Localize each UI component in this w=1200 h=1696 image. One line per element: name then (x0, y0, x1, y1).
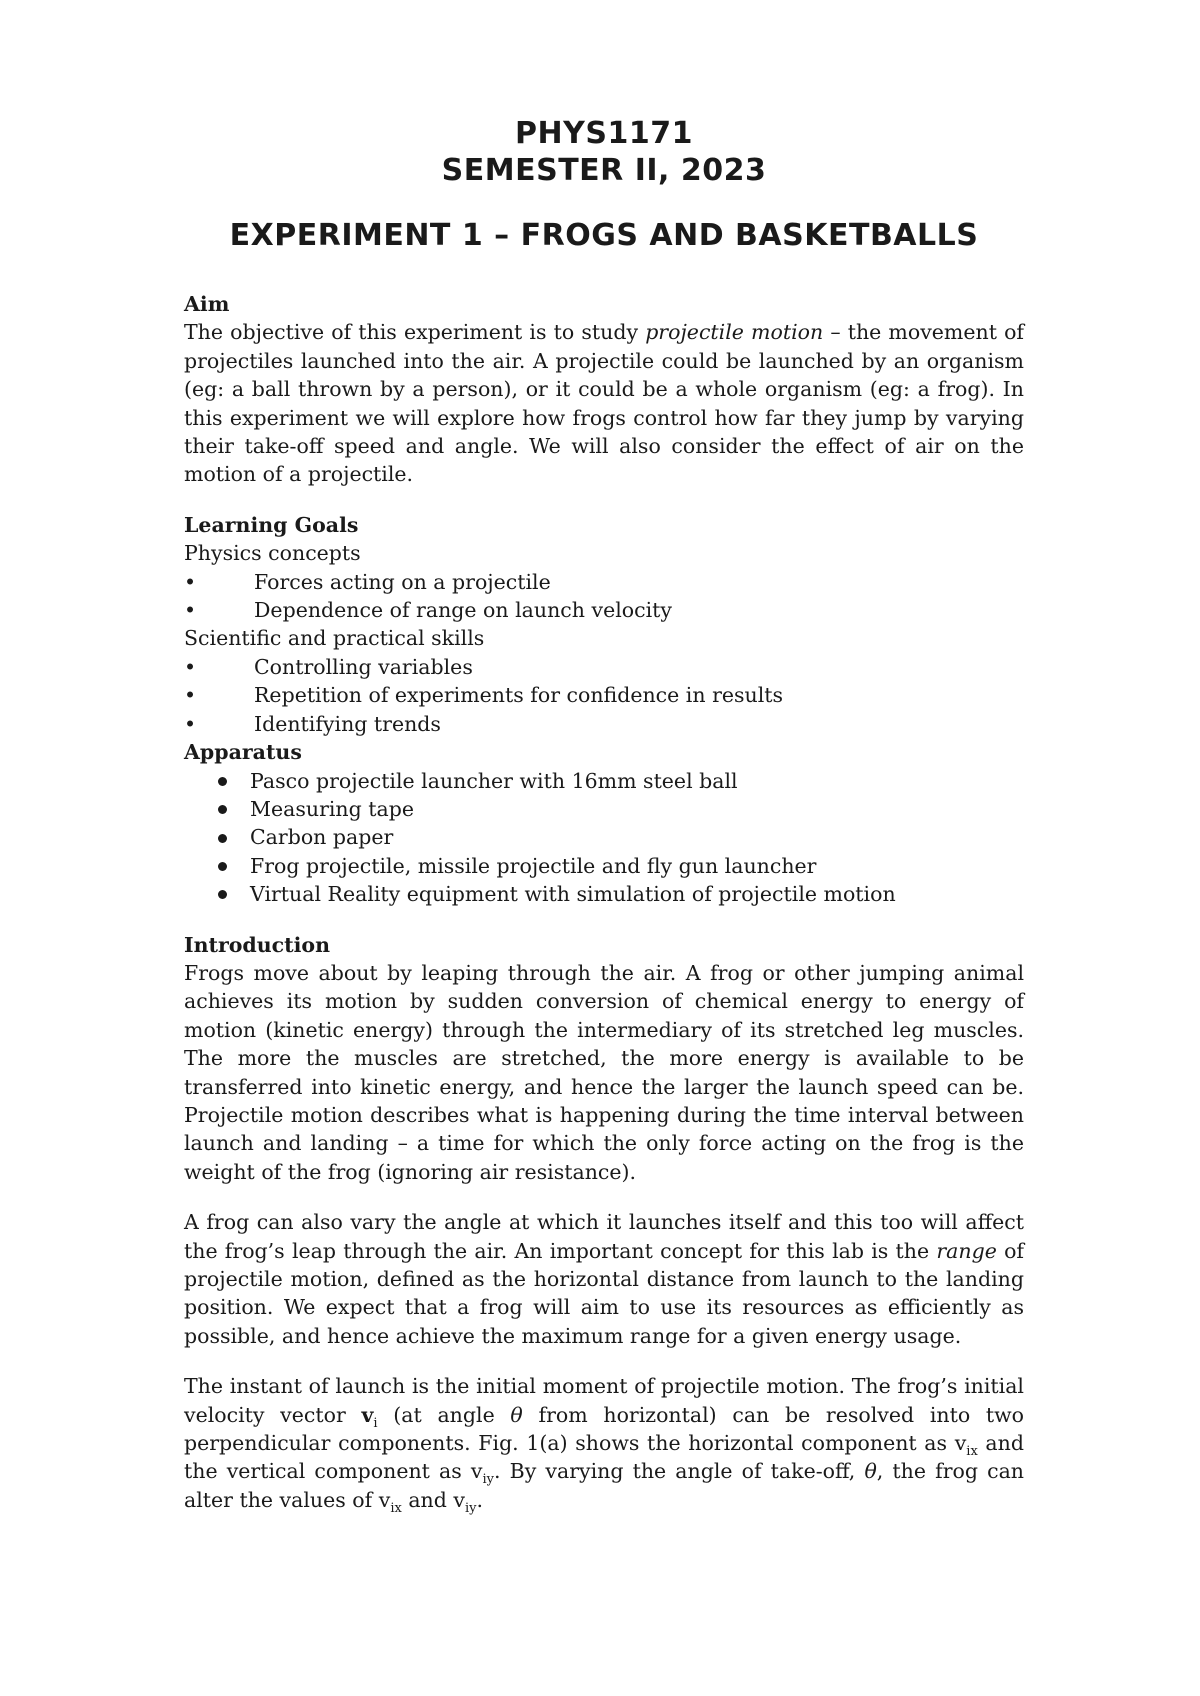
velocity-vector-subscript: i (373, 1415, 378, 1431)
bullet-dot-icon (184, 795, 250, 823)
course-code: PHYS1171 (515, 116, 693, 151)
list-item (184, 795, 1024, 823)
introduction-heading: Introduction (184, 932, 330, 957)
list-item (184, 767, 1024, 795)
para-3-text-g: and v (401, 1487, 465, 1512)
introduction-paragraph-3 (184, 1372, 1024, 1514)
para-2-text-b: of projectile motion, defined as the horizontal distance from launch to the landing position. We expect that a frog will aim to use its resources as efficiently as possible, and hence achieve the maximum range for a given energy usage. (184, 1238, 1024, 1348)
para-3-text-d: and the vertical component as v (184, 1431, 1024, 1484)
list-item (184, 568, 1024, 596)
list-item-text: Carbon paper (250, 825, 394, 850)
list-item-text: Frog projectile, missile projectile and fly gun launcher (250, 853, 817, 878)
aim-text-2: – the movement of projectiles launched into the air. A projectile could be launched by an organism (eg: a ball thrown by a person), or it could be a whole organism (eg: a frog). In this experiment we will explore how frogs control how far they jump by varying their take-off speed and angle. We will also consider the effect of air on the motion of a projectile. (184, 320, 1025, 487)
bullet-dot-icon (184, 824, 250, 852)
skills-label: Scientific and practical skills (184, 626, 485, 651)
subscript-iy: iy (464, 1500, 477, 1516)
para-3-text-f: , the frog can alter the values of v (184, 1459, 1025, 1512)
list-item-text: Pasco projectile launcher with 16mm steel ball (250, 768, 738, 793)
list-item (184, 880, 1024, 908)
skills-list (184, 653, 1024, 738)
aim-heading: Aim (184, 292, 230, 316)
document-body (184, 290, 1024, 1514)
bullet-mark: • (184, 683, 197, 708)
learning-goals-heading: Learning Goals (184, 512, 359, 537)
bullet-dot-icon (184, 880, 250, 908)
para-2-italic: range (936, 1238, 997, 1263)
spacer (184, 909, 1024, 931)
theta-symbol: θ (864, 1459, 877, 1484)
spacer (184, 489, 1024, 511)
experiment-title: EXPERIMENT 1 – FROGS AND BASKETBALLS (229, 218, 979, 253)
spacer (184, 1186, 1024, 1208)
apparatus-list (184, 767, 1024, 909)
list-item (184, 852, 1024, 880)
list-item (184, 681, 1024, 709)
bullet-dot-icon (184, 767, 250, 795)
aim-text-italic: projectile motion (645, 320, 824, 345)
list-item-text: Measuring tape (250, 796, 414, 821)
para-3-text-c: from horizontal) can be resolved into two perpendicular components. Fig. 1(a) shows the horizontal component as v (184, 1402, 1025, 1456)
introduction-paragraph-2 (184, 1208, 1024, 1350)
subscript-ix: ix (966, 1444, 978, 1460)
subscript-ix: ix (390, 1500, 402, 1516)
para-2-text-a: A frog can also vary the angle at which it launches itself and this too will affect the frog’s leap through the air. An important concept for this lab is the (184, 1210, 1024, 1263)
list-item-text: Forces acting on a projectile (254, 569, 551, 594)
para-3-text-e: . By varying the angle of take-off, (493, 1459, 865, 1484)
velocity-vector-symbol: v (361, 1402, 374, 1427)
para-3-text-h: . (476, 1487, 484, 1512)
list-item (184, 653, 1024, 681)
list-item (184, 823, 1024, 851)
list-item-text: Repetition of experiments for confidence in results (254, 683, 784, 708)
list-item-text: Dependence of range on launch velocity (254, 598, 672, 623)
introduction-paragraph-1: Frogs move about by leaping through the air. A frog or other jumping animal achieves its motion by sudden conversion of chemical energy to energy of motion (kinetic energy) through the intermediary of its stretched leg muscles. The more the muscles are stretched, the more energy is available to be transferred into kinetic energy, and hence the larger the launch speed can be. Projectile motion describes what is happening during the time interval between launch and landing – a time for which the only force acting on the frog is the weight of the frog (ignoring air resistance). (184, 960, 1024, 1184)
aim-text-1: The objective of this experiment is to study (184, 320, 646, 345)
semester-label: SEMESTER II, 2023 (441, 153, 767, 188)
physics-concepts-label: Physics concepts (184, 541, 361, 566)
para-3-text-a: The instant of launch is the initial moment of projectile motion. The frog’s initial velocity vector (184, 1374, 1024, 1427)
list-item (184, 596, 1024, 624)
aim-paragraph (184, 318, 1024, 488)
para-3-text-b: (at angle (377, 1402, 511, 1427)
subscript-iy: iy (482, 1472, 494, 1488)
list-item (184, 710, 1024, 738)
bullet-mark: • (184, 598, 197, 623)
list-item-text: Identifying trends (254, 711, 441, 736)
theta-symbol: θ (510, 1402, 523, 1427)
apparatus-heading: Apparatus (184, 740, 302, 765)
physics-concepts-list (184, 568, 1024, 625)
bullet-mark: • (184, 569, 197, 594)
spacer (184, 1350, 1024, 1372)
bullet-mark: • (184, 654, 197, 679)
bullet-mark: • (184, 711, 197, 736)
bullet-dot-icon (184, 852, 250, 880)
list-item-text: Virtual Reality equipment with simulation of projectile motion (250, 882, 896, 907)
list-item-text: Controlling variables (254, 654, 473, 679)
